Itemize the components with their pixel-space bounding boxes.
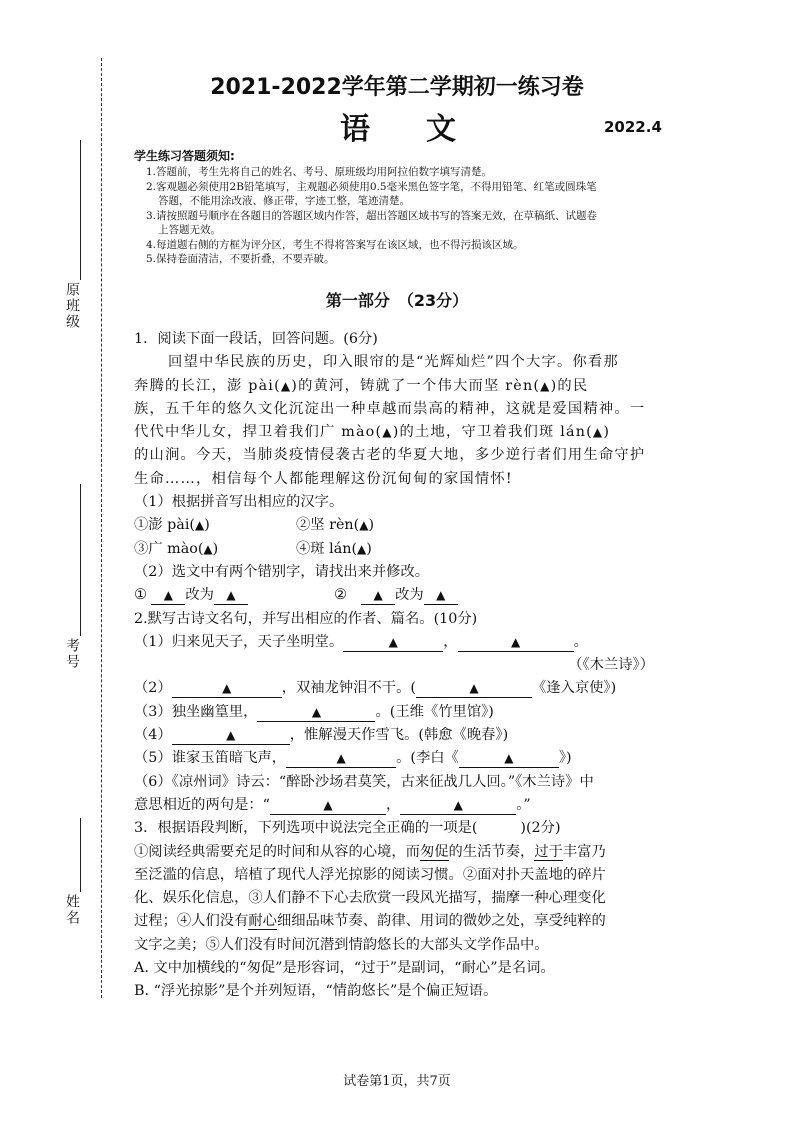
notice-item: 4.每道题右侧的方框为评分区，考生不得将答案写在该区域，也不得污损该区域。: [146, 238, 524, 251]
answer-blank[interactable]: ▲: [270, 797, 386, 815]
answer-blank[interactable]: ▲: [286, 750, 396, 768]
q3-passage-line: 过程；④人们没有耐心细细品味节奏、韵律、用词的微妙之处，享受纯粹的: [134, 913, 606, 930]
q3-passage-line: ①阅读经典需要充足的时间和从容的心境，而匆促的生活节奏，过于丰富乃: [134, 843, 606, 860]
answer-blank[interactable]: ▲: [424, 587, 458, 605]
answer-blank[interactable]: ▲: [172, 727, 290, 745]
q2-item: （3）独坐幽篁里， ▲ 。(王维《竹里馆》): [134, 703, 494, 720]
answer-blank[interactable]: ▲: [172, 680, 282, 698]
answer-blank[interactable]: ▲: [361, 587, 395, 605]
q1-fix-row: ① ▲ 改为 ▲ ② ▲ 改为 ▲: [134, 584, 664, 607]
exam-date: 2022.4: [604, 118, 662, 136]
notice-item: 3.请按照题号顺序在各题目的答题区域内作答，超出答题区域书写的答案无效，在草稿纸、试题卷: [146, 209, 598, 222]
notice-item: 上答题无效。: [158, 224, 221, 236]
answer-blank[interactable]: ▲: [214, 587, 248, 605]
q2-item: （1）归来见天子，天子坐明堂。 ▲ ， ▲ 。: [134, 633, 588, 650]
name-fill-line[interactable]: [80, 818, 81, 892]
subject-title: 语文: [340, 112, 512, 147]
answer-blank[interactable]: ▲: [416, 680, 532, 698]
exam-number-fill-line[interactable]: [80, 484, 81, 636]
answer-mark-icon[interactable]: ▲: [194, 518, 205, 533]
q1-passage-line: 代代中华儿女，捍卫着我们广 mào(▲)的土地，守卫着我们斑 lán(▲): [134, 421, 664, 444]
answer-mark-icon[interactable]: ▲: [382, 425, 393, 440]
q3-stem: 3．根据语段判断，下列选项中说法完全正确的一项是( )(2分): [134, 820, 561, 837]
q1-passage-line: 的山涧。今天，当肺炎疫情侵袭古老的华夏大地，多少逆行者们用生命守护: [134, 447, 646, 464]
answer-mark-icon[interactable]: ▲: [203, 541, 213, 556]
q1-passage-line: 生命……，相信每个人都能理解这份沉甸甸的家国情怀!: [134, 470, 513, 487]
q3-passage-line: 文字之美；⑤人们没有时间沉潜到情韵悠长的大部头文学作品中。: [134, 936, 549, 953]
answer-mark-icon[interactable]: ▲: [280, 378, 292, 393]
q3-option-a[interactable]: A. 文中加横线的“匆促”是形容词，“过于”是副词，“耐心”是名词。: [134, 960, 555, 977]
q1-passage-line: 奔腾的长江，澎 pài(▲)的黄河，铸就了一个伟大而坚 rèn(▲)的民: [134, 375, 664, 398]
page-footer: 试卷第1页，共7页: [343, 1074, 451, 1089]
notice-title: 学生练习答题须知:: [134, 149, 235, 163]
q1-answer-row: ①澎 pài(▲) ②坚 rèn(▲): [134, 514, 664, 537]
answer-mark-icon[interactable]: ▲: [592, 425, 604, 440]
q2-item: 意思相近的两句是：“ ▲ ， ▲ 。”: [134, 796, 531, 813]
answer-blank[interactable]: ▲: [459, 750, 559, 768]
name-label: 姓名: [64, 894, 80, 926]
q3-option-b[interactable]: B. “浮光掠影”是个并列短语，“情韵悠长”是个偏正短语。: [134, 983, 498, 1000]
q2-item: （5）谁家玉笛暗飞声， ▲ 。(李白《 ▲ 》): [134, 750, 572, 767]
answer-blank[interactable]: ▲: [458, 634, 574, 652]
q1-answer-row: ③广 mào(▲) ④斑 lán(▲): [134, 538, 664, 561]
q2-item: （4） ▲ ，惟解漫天作雪飞。(韩愈《晚春》): [134, 727, 509, 744]
q3-passage-line: 化、娱乐化信息，③人们静不下心去欣赏一段风光描写，揣摩一种心理变化: [134, 890, 606, 907]
q2-source: （《木兰诗》）: [568, 657, 654, 674]
class-fill-line[interactable]: [80, 140, 81, 280]
q3-passage-line: 至泛滥的信息，培植了现代人浮光掠影的阅读习惯。②面对扑天盖地的碎片: [134, 866, 606, 883]
class-label: 原班级: [64, 282, 80, 330]
answer-blank[interactable]: ▲: [257, 704, 375, 722]
q1-passage-line: 族，五千年的悠久文化沉淀出一种卓越而祟高的精神，这就是爱国精神。一: [134, 400, 646, 417]
binding-dashed-line: [101, 58, 102, 998]
answer-mark-icon[interactable]: ▲: [357, 541, 367, 556]
exam-title: 2021-2022学年第二学期初一练习卷: [210, 75, 584, 100]
notice-item: 答题，不能用涂改液、修正带，字迹工整，笔迹清楚。: [158, 195, 410, 207]
questions: [134, 328, 664, 1004]
answer-blank[interactable]: ▲: [343, 634, 443, 652]
answer-blank[interactable]: ▲: [400, 797, 516, 815]
q1-sub2: （2）选文中有两个错别字，请找出来并修改。: [134, 563, 430, 580]
notice-item: 2.客观题必须使用2B铅笔填写，主观题必须使用0.5毫米黑色签字笔，不得用铅笔、红笔或圆珠笔: [146, 180, 597, 193]
q2-item: （6）《凉州词》诗云：“醉卧沙场君莫笑，古来征战几人回。”《木兰诗》中: [134, 773, 594, 790]
notice-item: 5.保持卷面清洁，不要折叠，不要弄破。: [146, 253, 335, 265]
notice-list: [146, 165, 666, 267]
q1-sub1: （1）根据拼音写出相应的汉字。: [134, 494, 344, 511]
q1-passage-line: 回望中华民族的历史，印入眼帘的是“光辉灿烂”四个大字。你看那: [168, 354, 619, 371]
notice-item: 1.答题前，考生先将自己的姓名、考号、原班级均用阿拉伯数字填写清楚。: [146, 166, 493, 178]
part-heading: 第一部分 （23分）: [325, 291, 469, 310]
answer-mark-icon[interactable]: ▲: [359, 518, 369, 533]
q2-stem: 2.默写古诗文名句，并写出相应的作者、篇名。(10分): [134, 610, 478, 627]
q2-item: （2） ▲ ，双袖龙钟泪不干。( ▲ 《逢入京使》): [134, 680, 617, 697]
exam-number-label: 考号: [64, 638, 80, 670]
answer-blank[interactable]: ▲: [151, 587, 185, 605]
q1-stem: 1．阅读下面一段话，回答问题。(6分): [134, 331, 378, 347]
answer-mark-icon[interactable]: ▲: [540, 378, 551, 393]
